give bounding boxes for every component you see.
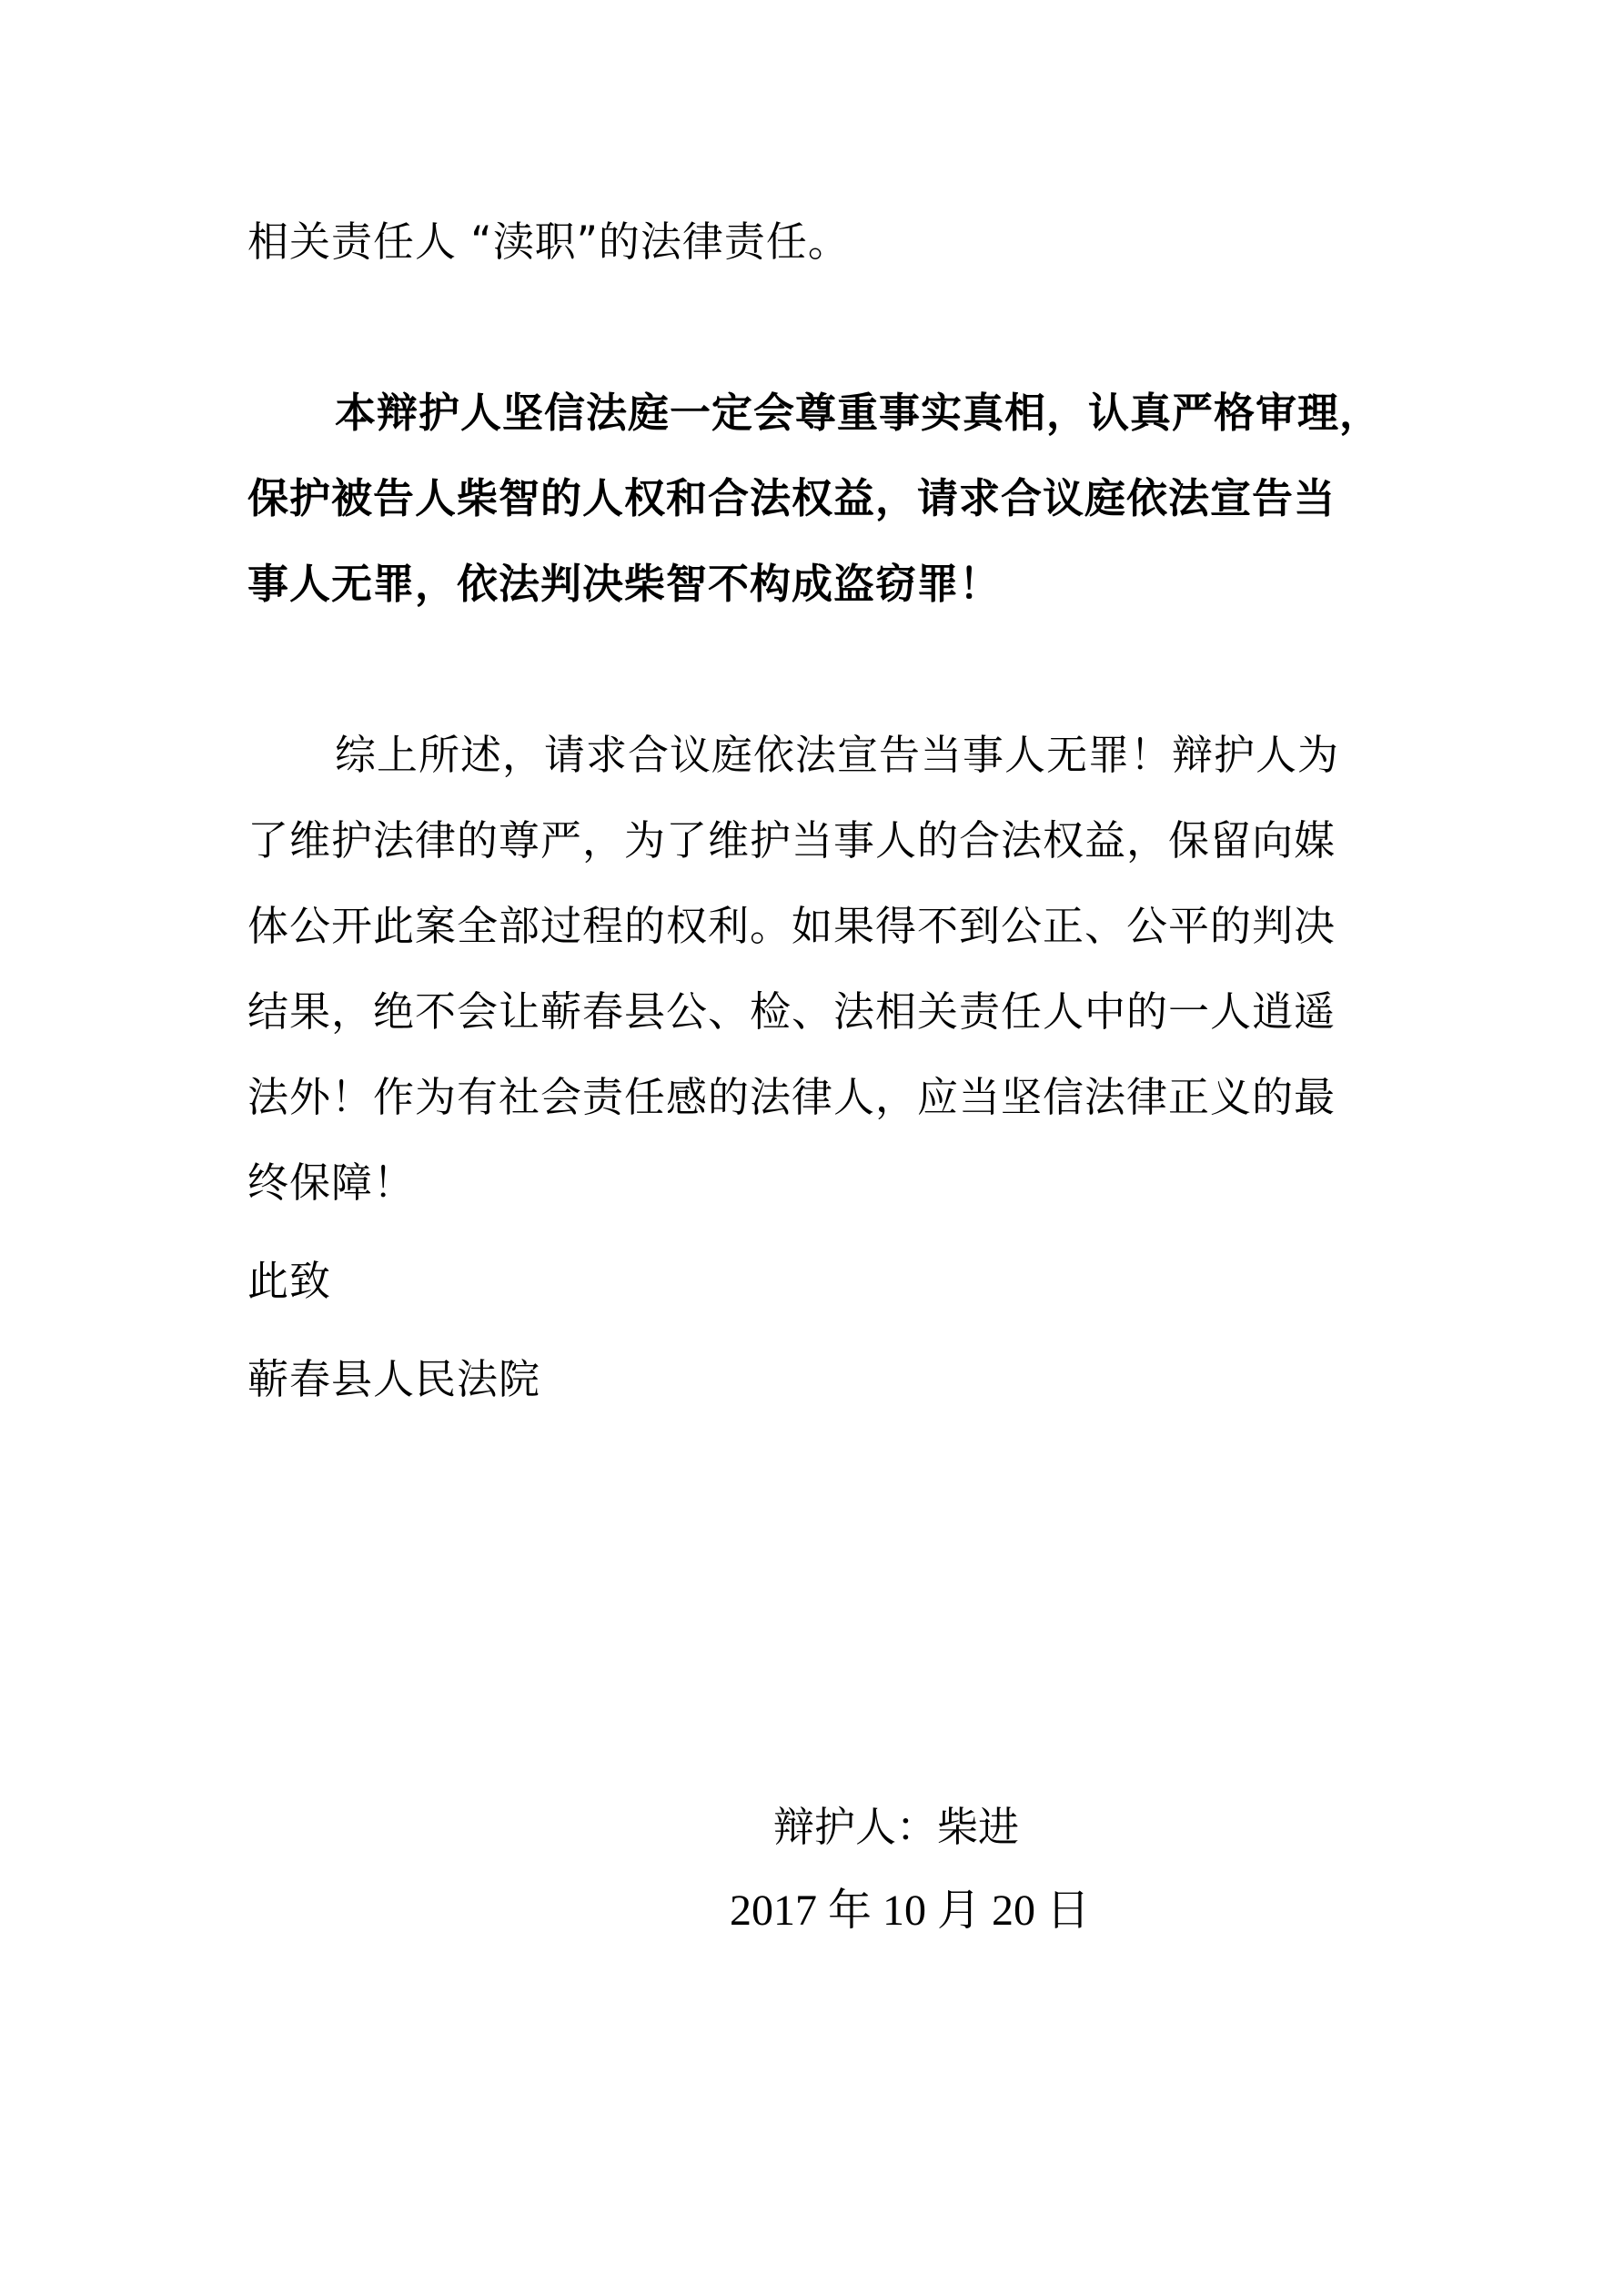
addressee: 蕲春县人民法院	[247, 1355, 541, 1403]
summary-paragraph-line-6: 终保障！	[247, 1158, 416, 1207]
continued-text-line: 相关责任人 “渎职”的法律责任。	[247, 217, 850, 266]
summary-paragraph-line-2: 了维护法律的尊严，为了维护当事人的合法权益，保留向媒	[247, 816, 1337, 865]
closing-salutation: 此致	[247, 1257, 332, 1305]
summary-paragraph-line-1: 综上所述，请求合议庭依法宣告当事人无罪！辩护人为	[335, 731, 1340, 779]
summary-paragraph-line-3: 体公开此案全部过程的权利。如果得不到公正、公平的判决	[247, 902, 1337, 950]
bold-paragraph-line-2: 保护被告人柴智的人权和合法权益，请求合议庭依法宣告当	[247, 474, 1337, 522]
signature-line: 辩护人：柴进	[773, 1803, 1020, 1851]
summary-paragraph-line-4: 结果，绝不会让蕲春县公、检、法相关责任人中的一人逍遥	[247, 987, 1337, 1036]
date-line: 2017 年 10 月 20 日	[730, 1886, 1091, 1935]
bold-paragraph-line-3: 事人无罪，依法判决柴智不构成盗窃罪！	[247, 560, 1002, 608]
bold-paragraph-line-1: 本辩护人坚信法庭一定会尊重事实真相，认真严格审理，	[335, 389, 1382, 437]
summary-paragraph-line-5: 法外！作为有社会责任感的法律人，应当坚信法律正义的最	[247, 1073, 1337, 1121]
